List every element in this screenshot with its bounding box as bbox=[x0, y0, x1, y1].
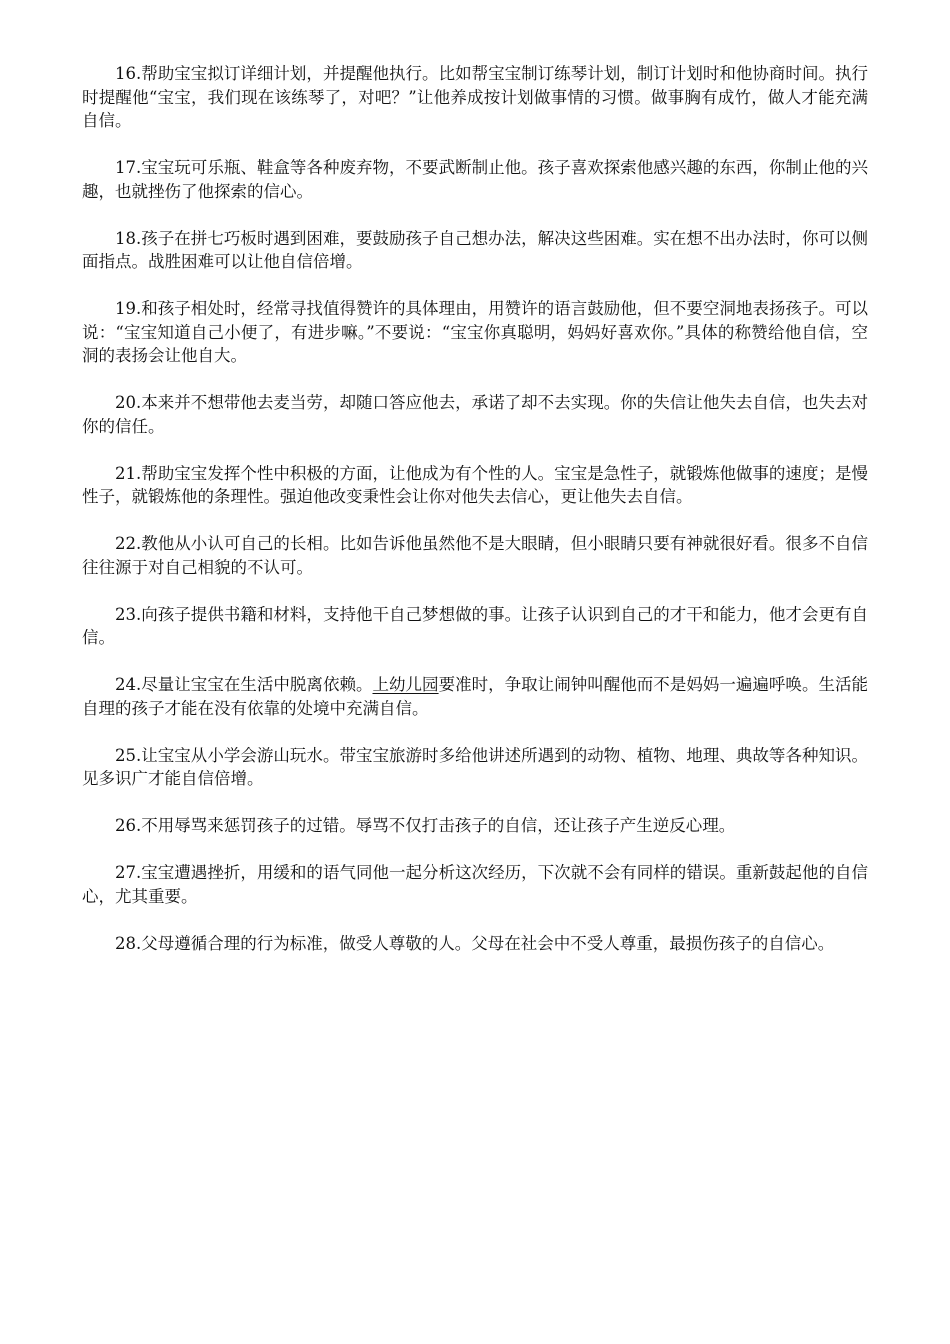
paragraph-17: 17.宝宝玩可乐瓶、鞋盒等各种废弃物，不要武断制止他。孩子喜欢探索他感兴趣的东西，你制止他的兴趣，也就挫伤了他探索的信心。 bbox=[82, 158, 868, 201]
paragraph-19: 19.和孩子相处时，经常寻找值得赞许的具体理由，用赞许的语言鼓励他，但不要空洞地表扬孩子。可以说：“宝宝知道自己小便了，有进步嘛。”不要说：“宝宝你真聪明，妈妈好喜欢你。”具体的称赞给他自信，空洞的表扬会让他自大。 bbox=[82, 299, 868, 365]
document-body bbox=[82, 0, 868, 979]
paragraph-24-end: 要准时，争取让闹钟叫醒他而不是妈妈一遍遍呼唤。生活能自理的孩子才能在没有依靠的处境中充满自信。 bbox=[82, 675, 869, 718]
paragraph-25: 25.让宝宝从小学会游山玩水。带宝宝旅游时多给他讲述所遇到的动物、植物、地理、典故等各种知识。见多识广才能自信倍增。 bbox=[82, 745, 868, 788]
paragraph-16: 16.帮助宝宝拟订详细计划，并提醒他执行。比如帮宝宝制订练琴计划，制订计划时和他协商时间。执行时提醒他“宝宝，我们现在该练琴了，对吧？”让他养成按计划做事情的习惯。做事胸有成竹，做人才能充满自信。 bbox=[82, 64, 868, 130]
paragraph-22: 22.教他从小认可自己的长相。比如告诉他虽然他不是大眼睛，但小眼睛只要有神就很好看。很多不自信往往源于对自己相貌的不认可。 bbox=[82, 534, 868, 577]
paragraph-27: 27.宝宝遭遇挫折，用缓和的语气同他一起分析这次经历，下次就不会有同样的错误。重新鼓起他的自信心，尤其重要。 bbox=[82, 863, 868, 906]
paragraph-24 bbox=[82, 673, 868, 720]
paragraph-21: 21.帮助宝宝发挥个性中积极的方面，让他成为有个性的人。宝宝是急性子，就锻炼他做事的速度；是慢性子，就锻炼他的条理性。强迫他改变秉性会让你对他失去信心，更让他失去自信。 bbox=[82, 463, 868, 506]
paragraph-23: 23.向孩子提供书籍和材料，支持他干自己梦想做的事。让孩子认识到自己的才干和能力，他才会更有自信。 bbox=[82, 604, 868, 647]
paragraph-24-start: 24.尽量让宝宝在生活中脱离依赖。 bbox=[115, 675, 373, 694]
paragraph-20: 20.本来并不想带他去麦当劳，却随口答应他去，承诺了却不去实现。你的失信让他失去自信，也失去对你的信任。 bbox=[82, 393, 868, 436]
paragraph-18: 18.孩子在拼七巧板时遇到困难，要鼓励孩子自己想办法，解决这些困难。实在想不出办法时，你可以侧面指点。战胜困难可以让他自信倍增。 bbox=[82, 228, 868, 271]
paragraph-26: 26.不用辱骂来惩罚孩子的过错。辱骂不仅打击孩子的自信，还让孩子产生逆反心理。 bbox=[115, 816, 736, 835]
paragraph-28: 28.父母遵循合理的行为标准，做受人尊敬的人。父母在社会中不受人尊重，最损伤孩子的自信心。 bbox=[115, 933, 835, 953]
kindergarten-link[interactable]: 上幼儿园 bbox=[372, 675, 439, 694]
